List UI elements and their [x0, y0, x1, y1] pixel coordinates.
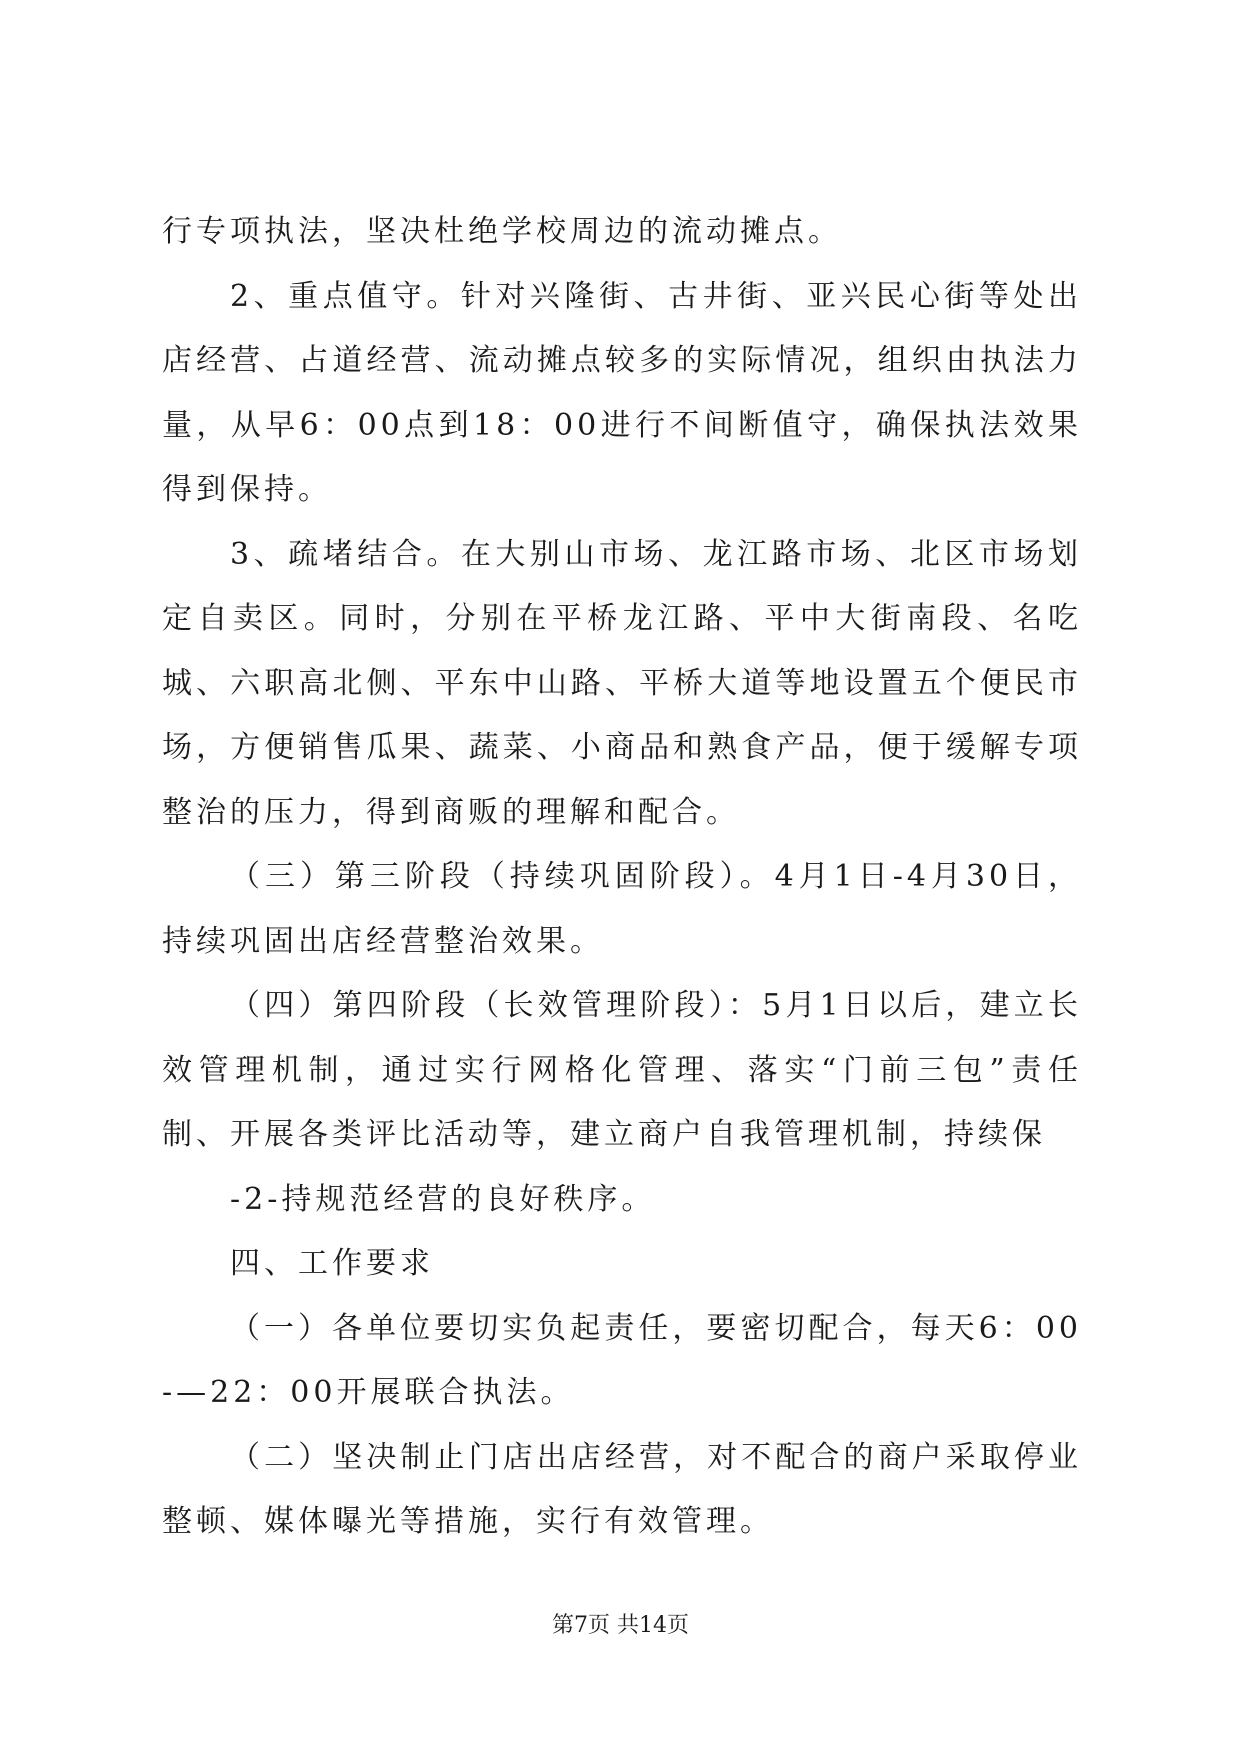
paragraph-2: 2、重点值守。针对兴隆街、古井街、亚兴民心街等处出店经营、占道经营、流动摊点较多的实际情况，组织由执法力量，从早6：00点到18：00进行不间断值守，确保执法效果得到保持。: [162, 278, 1082, 507]
document-body: [162, 200, 1082, 1555]
paragraph-4: （三）第三阶段（持续巩固阶段）。4月1日-4月30日，持续巩固出店经营整治效果。: [162, 859, 1082, 959]
paragraph-3: 3、疏堵结合。在大别山市场、龙江路市场、北区市场划定自卖区。同时，分别在平桥龙江路、平中大街南段、名吃城、六职高北侧、平东中山路、平桥大道等地设置五个便民市场，方便销售瓜果、蔬菜、小商品和熟食产品，便于缓解专项整治的压力，得到商贩的理解和配合。: [162, 536, 1082, 830]
paragraph-1: 行专项执法，坚决杜绝学校周边的流动摊点。: [162, 214, 842, 249]
paragraph-6: -2-持规范经营的良好秩序。: [230, 1181, 656, 1217]
page-number-footer: 第7页 共14页: [552, 1613, 689, 1638]
paragraph-9: （二）坚决制止门店出店经营，对不配合的商户采取停业整顿、媒体曝光等措施，实行有效管理。: [162, 1439, 1082, 1539]
section-heading-work-requirements: 四、工作要求: [230, 1246, 434, 1281]
paragraph-5: （四）第四阶段（长效管理阶段）：5月1日以后，建立长效管理机制，通过实行网格化管理、落实“门前三包”责任制、开展各类评比活动等，建立商户自我管理机制，持续保: [162, 988, 1082, 1152]
paragraph-8: （一）各单位要切实负起责任，要密切配合，每天6：00-—22：00开展联合执法。: [162, 1310, 1082, 1410]
